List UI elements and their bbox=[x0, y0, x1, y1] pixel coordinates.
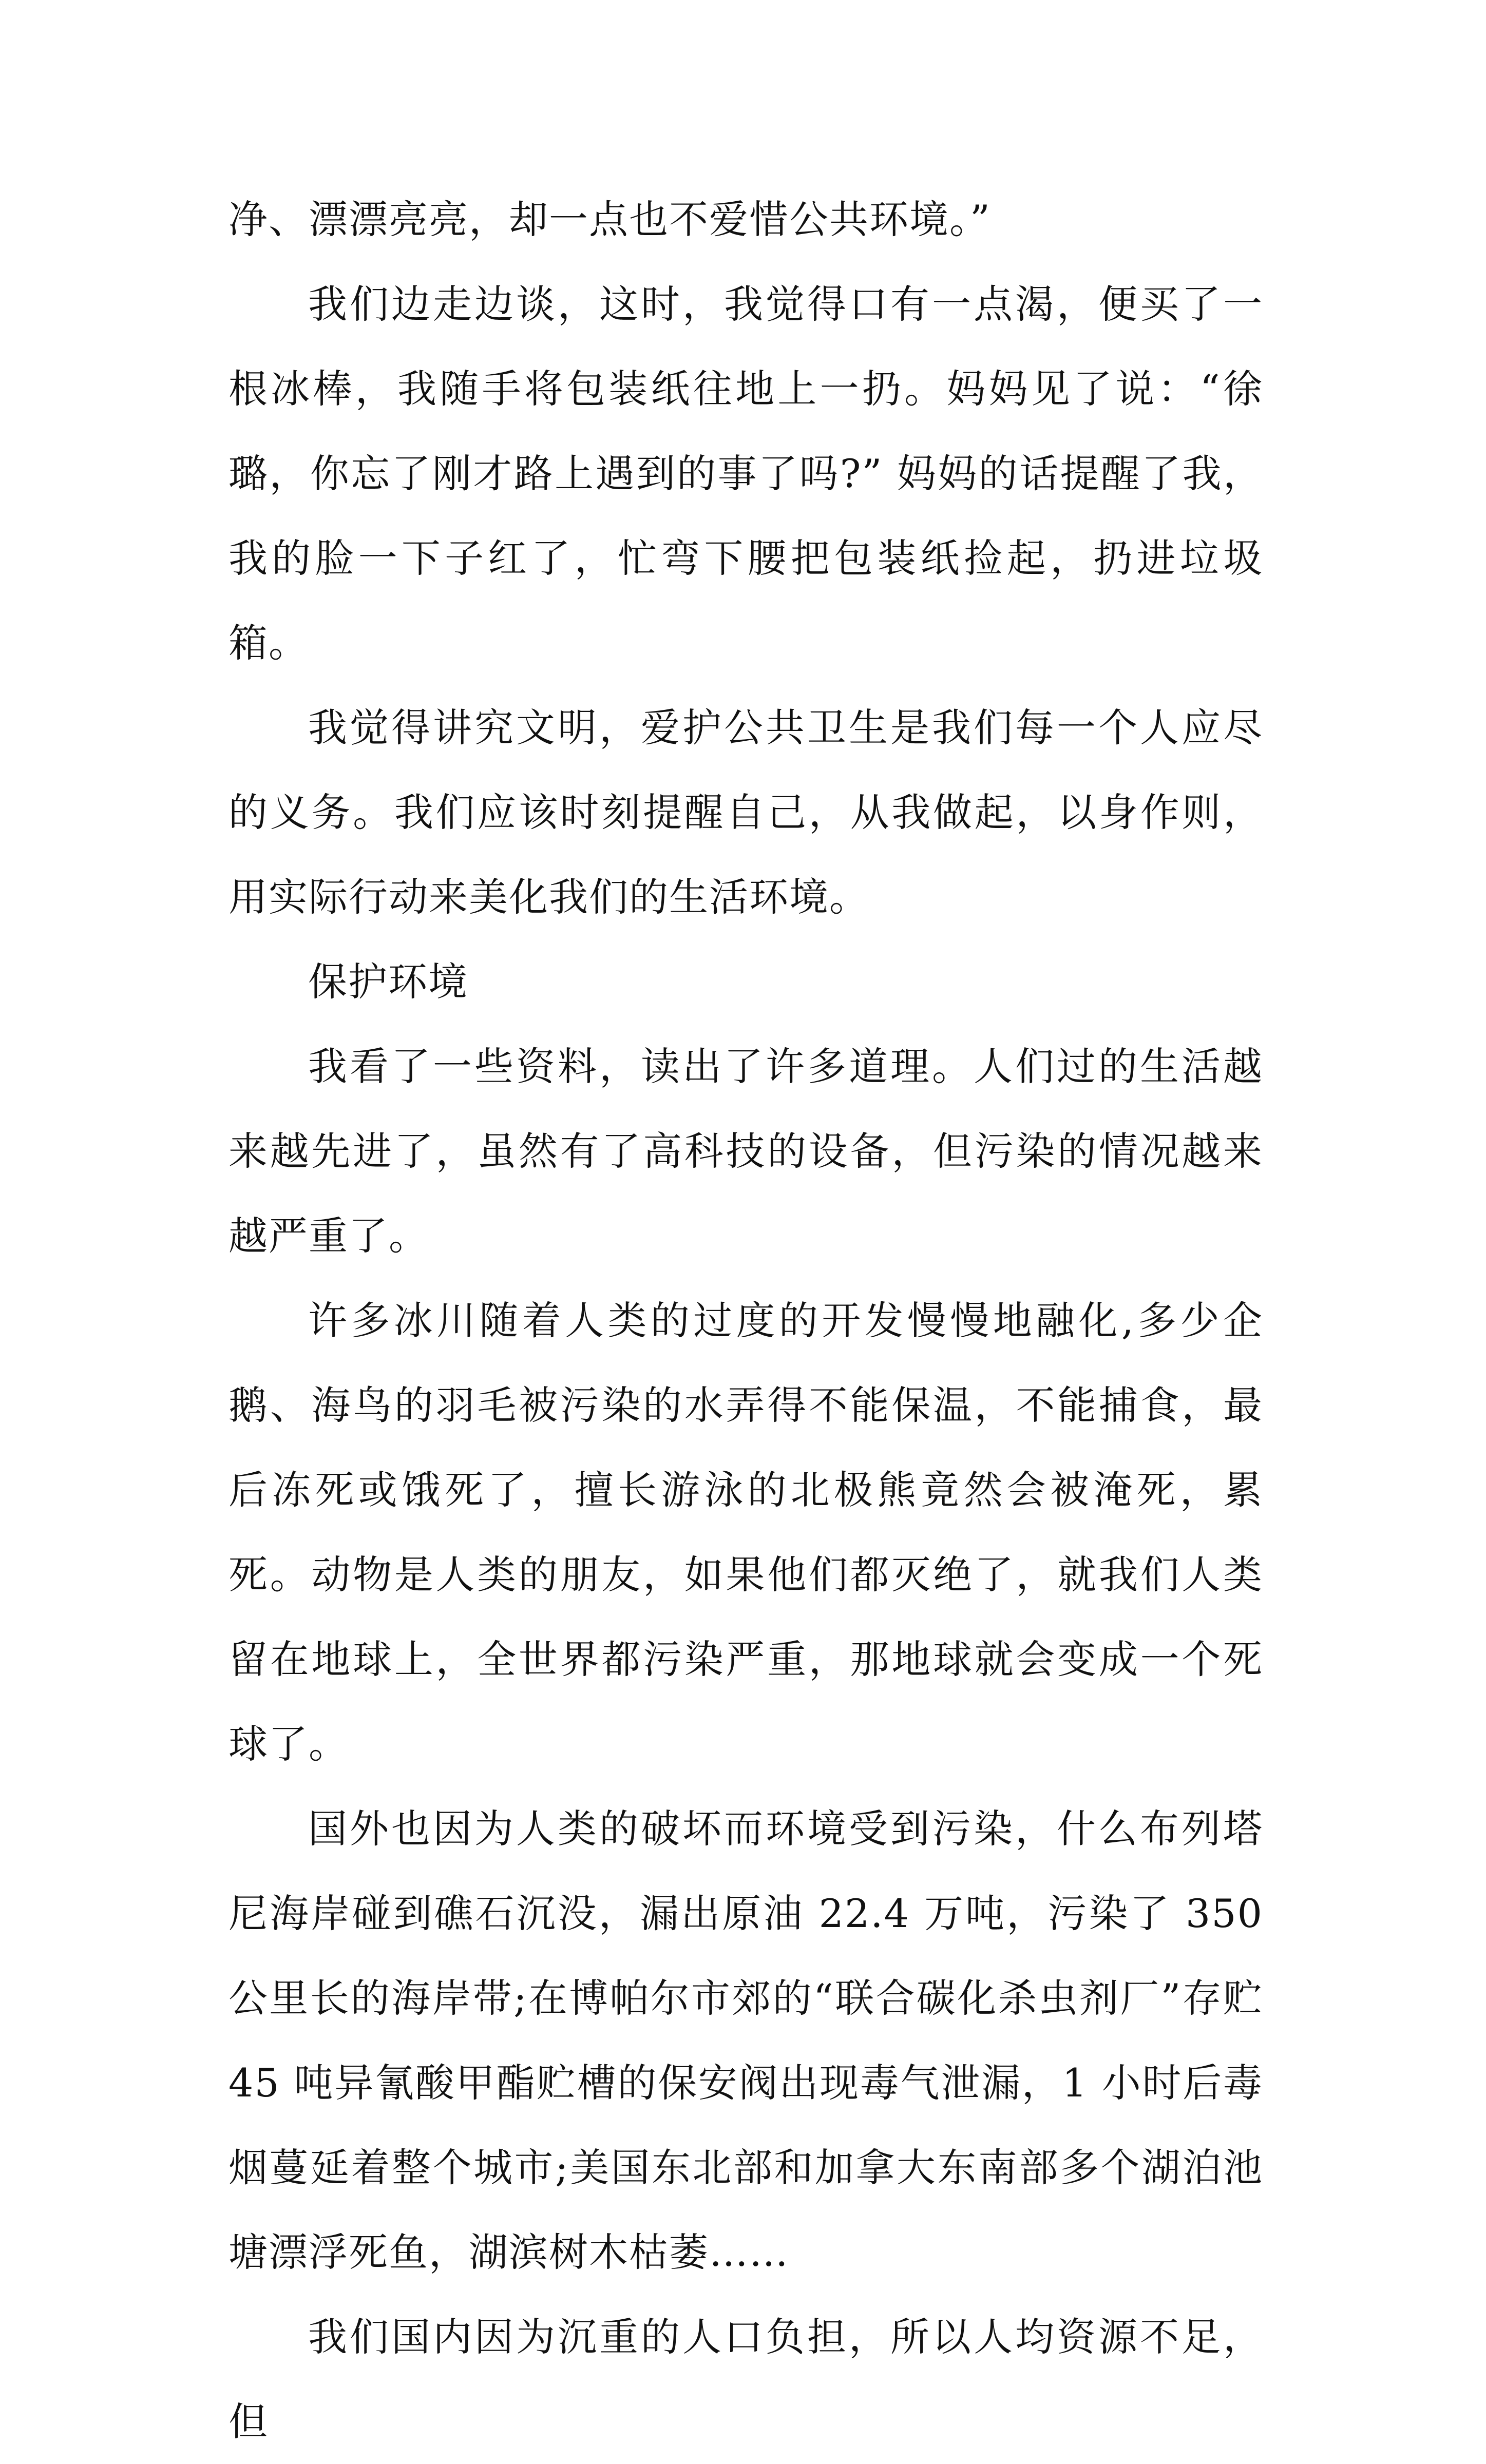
paragraph: 我觉得讲究文明，爱护公共卫生是我们每一个人应尽的义务。我们应该时刻提醒自己，从我做起，以身作则，用实际行动来美化我们的生活环境。 bbox=[228, 705, 1263, 920]
section-heading: 保护环境 bbox=[308, 959, 468, 1005]
body-text bbox=[228, 177, 1263, 2464]
paragraph: 我看了一些资料，读出了许多道理。人们过的生活越来越先进了，虽然有了高科技的设备，但污染的情况越来越严重了。 bbox=[228, 1044, 1263, 1259]
paragraph: 我们边走边谈，这时，我觉得口有一点渴，便买了一根冰棒，我随手将包装纸往地上一扔。妈妈见了说：“徐璐，你忘了刚才路上遇到的事了吗?” 妈妈的话提醒了我，我的脸一下子红了，忙弯下腰把包装纸捡起，扔进垃圾箱。 bbox=[228, 281, 1263, 666]
paragraph: 国外也因为人类的破坏而环境受到污染，什么布列塔尼海岸碰到礁石沉没，漏出原油 22.4 万吨，污染了 350 公里长的海岸带;在博帕尔市郊的“联合碳化杀虫剂厂”存贮 45 吨异氰酸甲酯贮槽的保安阀出现毒气泄漏，1 小时后毒烟蔓延着整个城市;美国东北部和加拿大东南部多个湖泊池塘漂浮死鱼，湖滨树木枯萎…… bbox=[228, 1806, 1263, 2275]
paragraph-continuation: 净、漂漂亮亮，却一点也不爱惜公共环境。” bbox=[228, 197, 991, 242]
paragraph: 许多冰川随着人类的过度的开发慢慢地融化,多少企鹅、海鸟的羽毛被污染的水弄得不能保温，不能捕食，最后冻死或饿死了，擅长游泳的北极熊竟然会被淹死，累死。动物是人类的朋友，如果他们都灭绝了，就我们人类留在地球上，全世界都污染严重，那地球就会变成一个死球了。 bbox=[228, 1298, 1263, 1767]
paragraph: 我们国内因为沉重的人口负担，所以人均资源不足，但 bbox=[228, 2314, 1263, 2444]
